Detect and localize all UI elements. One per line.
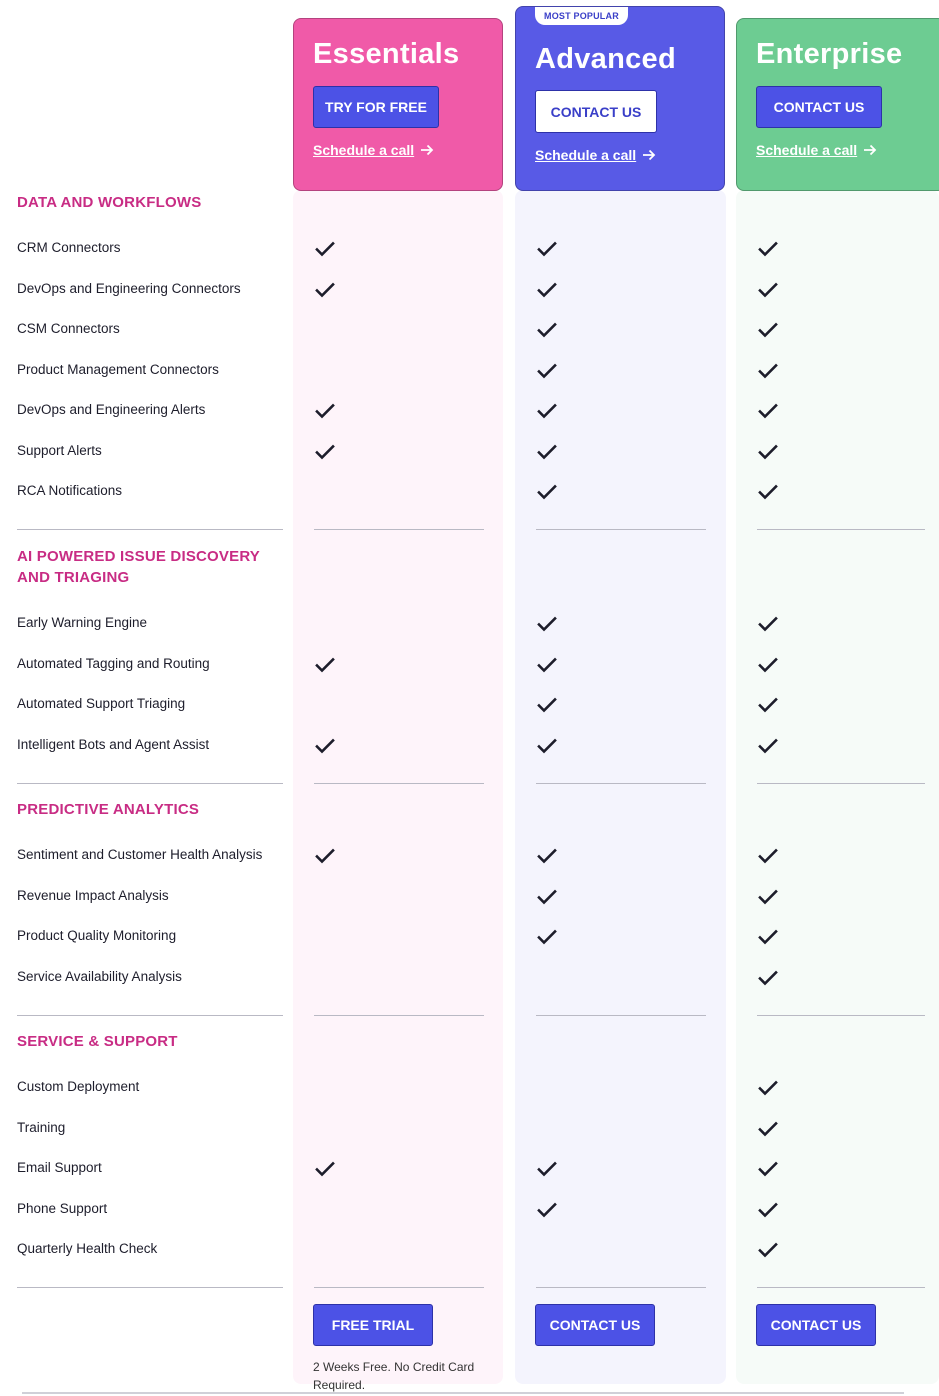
advanced-section-divider xyxy=(536,529,706,530)
advanced-section-divider xyxy=(536,783,706,784)
essentials-plan-name: Essentials xyxy=(313,38,460,70)
enterprise-check-icon xyxy=(758,970,778,986)
enterprise-check-icon xyxy=(758,282,778,298)
advanced-check-icon xyxy=(537,484,557,500)
essentials-section-divider xyxy=(314,1015,484,1016)
schedule-call-label: Schedule a call xyxy=(756,142,858,158)
essentials-check-icon xyxy=(315,1161,335,1177)
section-divider xyxy=(17,783,283,784)
enterprise-check-icon xyxy=(758,1161,778,1177)
enterprise-check-icon xyxy=(758,363,778,379)
section-title: AI POWERED ISSUE DISCOVERY AND TRIAGING xyxy=(17,548,260,586)
schedule-call-label: Schedule a call xyxy=(535,147,637,163)
feature-label: CSM Connectors xyxy=(17,321,120,336)
feature-label: Product Quality Monitoring xyxy=(17,928,177,943)
advanced-check-icon xyxy=(537,241,557,257)
advanced-plan-name: Advanced xyxy=(535,43,676,75)
feature-label: DevOps and Engineering Alerts xyxy=(17,402,206,417)
essentials-check-icon xyxy=(315,848,335,864)
enterprise-check-icon xyxy=(758,444,778,460)
free-trial-button[interactable]: FREE TRIAL xyxy=(313,1304,433,1346)
advanced-check-icon xyxy=(537,1161,557,1177)
advanced-contact-us-button[interactable]: CONTACT US xyxy=(535,90,657,133)
advanced-check-icon xyxy=(537,738,557,754)
advanced-section-divider xyxy=(536,1015,706,1016)
essentials-check-icon xyxy=(315,403,335,419)
enterprise-plan-name: Enterprise xyxy=(756,38,903,70)
essentials-section-divider xyxy=(314,1287,484,1288)
advanced-section-divider xyxy=(536,1287,706,1288)
enterprise-plan-card xyxy=(736,18,939,191)
essentials-check-icon xyxy=(315,241,335,257)
enterprise-check-icon xyxy=(758,616,778,632)
advanced-check-icon xyxy=(537,889,557,905)
advanced-check-icon xyxy=(537,697,557,713)
feature-label: Service Availability Analysis xyxy=(17,968,182,984)
feature-label: CRM Connectors xyxy=(17,240,121,255)
advanced-check-icon xyxy=(537,616,557,632)
enterprise-footer-contact-us-button[interactable]: CONTACT US xyxy=(756,1304,876,1346)
advanced-check-icon xyxy=(537,403,557,419)
section-divider xyxy=(17,529,283,530)
enterprise-check-icon xyxy=(758,1202,778,1218)
essentials-schedule-call-link[interactable] xyxy=(313,142,434,158)
feature-label: Product Management Connectors xyxy=(17,361,219,377)
enterprise-check-icon xyxy=(758,1080,778,1096)
section-title: PREDICTIVE ANALYTICS xyxy=(17,801,200,818)
enterprise-check-icon xyxy=(758,697,778,713)
feature-label: Quarterly Health Check xyxy=(17,1241,158,1256)
advanced-check-icon xyxy=(537,322,557,338)
advanced-check-icon xyxy=(537,444,557,460)
essentials-check-icon xyxy=(315,738,335,754)
advanced-check-icon xyxy=(537,282,557,298)
feature-label: Intelligent Bots and Agent Assist xyxy=(17,736,210,752)
enterprise-check-icon xyxy=(758,929,778,945)
advanced-check-icon xyxy=(537,1202,557,1218)
most-popular-badge: MOST POPULAR xyxy=(535,7,628,25)
feature-label: Sentiment and Customer Health Analysis xyxy=(17,847,263,862)
advanced-check-icon xyxy=(537,363,557,379)
arrow-right-icon xyxy=(642,149,656,161)
enterprise-check-icon xyxy=(758,738,778,754)
enterprise-section-divider xyxy=(757,1015,925,1016)
schedule-call-label: Schedule a call xyxy=(313,142,415,158)
feature-label: Email Support xyxy=(17,1160,102,1175)
essentials-check-icon xyxy=(315,282,335,298)
enterprise-check-icon xyxy=(758,657,778,673)
essentials-try-for-free-button[interactable]: TRY FOR FREE xyxy=(313,86,439,128)
feature-label: RCA Notifications xyxy=(17,483,123,498)
enterprise-section-divider xyxy=(757,783,925,784)
essentials-check-icon xyxy=(315,657,335,673)
advanced-schedule-call-link[interactable] xyxy=(535,147,656,163)
enterprise-check-icon xyxy=(758,889,778,905)
section-divider xyxy=(17,1287,283,1288)
feature-label: Custom Deployment xyxy=(17,1079,140,1094)
essentials-section-divider xyxy=(314,529,484,530)
feature-label: Automated Tagging and Routing xyxy=(17,655,210,671)
enterprise-check-icon xyxy=(758,848,778,864)
enterprise-check-icon xyxy=(758,403,778,419)
essentials-check-icon xyxy=(315,444,335,460)
enterprise-check-icon xyxy=(758,1121,778,1137)
enterprise-section-divider xyxy=(757,1287,925,1288)
feature-label: Training xyxy=(17,1119,66,1135)
section-title: SERVICE & SUPPORT xyxy=(17,1033,178,1050)
enterprise-check-icon xyxy=(758,322,778,338)
arrow-right-icon xyxy=(863,144,877,156)
enterprise-schedule-call-link[interactable] xyxy=(756,142,877,158)
enterprise-check-icon xyxy=(758,484,778,500)
essentials-plan-card xyxy=(293,18,503,191)
section-divider xyxy=(17,1015,283,1016)
feature-label: Revenue Impact Analysis xyxy=(17,887,169,903)
advanced-check-icon xyxy=(537,929,557,945)
bottom-divider xyxy=(22,1392,904,1394)
enterprise-check-icon xyxy=(758,241,778,257)
free-trial-note: 2 Weeks Free. No Credit Card Required. xyxy=(313,1360,475,1392)
advanced-plan-card xyxy=(515,6,725,191)
section-title: DATA AND WORKFLOWS xyxy=(17,194,202,211)
feature-label: DevOps and Engineering Connectors xyxy=(17,280,241,296)
advanced-check-icon xyxy=(537,848,557,864)
essentials-column-background xyxy=(293,190,503,1384)
arrow-right-icon xyxy=(420,144,434,156)
feature-label: Early Warning Engine xyxy=(17,615,148,630)
feature-label: Support Alerts xyxy=(17,442,102,458)
feature-label: Automated Support Triaging xyxy=(17,696,186,711)
enterprise-check-icon xyxy=(758,1242,778,1258)
advanced-check-icon xyxy=(537,657,557,673)
advanced-footer-contact-us-button[interactable]: CONTACT US xyxy=(535,1304,655,1346)
feature-label: Phone Support xyxy=(17,1200,108,1216)
essentials-section-divider xyxy=(314,783,484,784)
enterprise-contact-us-button[interactable]: CONTACT US xyxy=(756,86,882,128)
enterprise-section-divider xyxy=(757,529,925,530)
